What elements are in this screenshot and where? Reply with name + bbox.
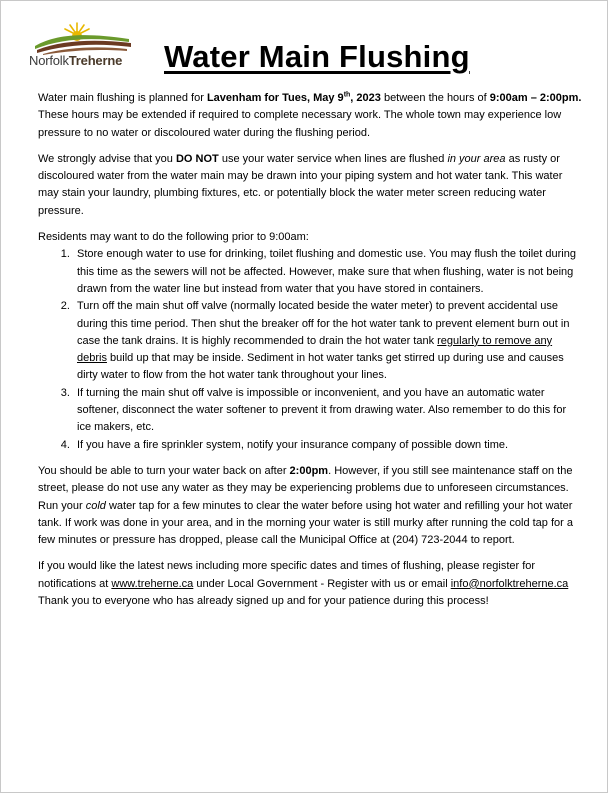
logo-emblem-icon <box>33 21 133 55</box>
paragraph-schedule: Water main flushing is planned for Lavenham for Tues, May 9th, 2023 between the hours of 9:00am – 2:00pm. These hours may be extended if required to complete necessary work. The whole town may experience low pressure to no water or discoloured water during the flushing period. <box>38 91 582 139</box>
page-title: Water Main Flushing <box>164 39 470 74</box>
treherne-website-link[interactable]: www.treherne.ca <box>111 577 194 590</box>
location-date: Lavenham for Tues, May 9 <box>206 92 344 104</box>
time-range: 9:00am – 2:00pm. <box>489 92 582 104</box>
email-link[interactable]: info@norfolktreherne.ca <box>450 577 569 590</box>
paragraph-list-intro: Residents may want to do the following prior to 9:00am: <box>38 231 309 244</box>
logo-wordmark <box>29 53 122 68</box>
paragraph-advisory: We strongly advise that you DO NOT use your water service when lines are flushed in your area as rusty or discoloured water from the water main may be drawn into your piping system and hot water tank. This water may stain your laundry, plumbing fixtures, etc. or potentially block the water meter screen reducing water pressure. <box>38 152 563 217</box>
list-item: 3. If turning the main shut off valve is impossible or inconvenient, and you have an automatic water softener, disconnect the water softener to prevent it from drawing water. Also remember to do this for ice makers, etc. <box>73 385 583 437</box>
list-item: 4. If you have a fire sprinkler system, notify your insurance company of possible down time. <box>73 437 583 454</box>
paragraph-after-flushing: You should be able to turn your water back on after 2:00pm. However, if you still see maintenance staff on the street, please do not use any water as they may be experiencing problems due to unforeseen circumstances. Run your cold water tap for a few minutes to clear the water before using hot water and refilling your hot water tank. If work was done in your area, and in the morning your water is still murky after running the cold tap for a few minutes or pressure has dropped, please call the Municipal Office at (204) 723-2044 to report. <box>38 464 573 547</box>
list-item: 2. Turn off the main shut off valve (normally located beside the water meter) to prevent accidental use during this time period. Then shut the breaker off for the hot water tank to prevent element burn out in case the tank drains. It is highly recommended to drain the hot water tank regularly to remove any debris build up that may be inside. Sediment in hot water tanks get stirred up during use and causes dirty water to flow from the hot water tank throughout your lines. <box>73 298 583 384</box>
list-item: 1. Store enough water to use for drinking, toilet flushing and domestic use. You may flush the toilet during this time as the sewers will not be affected. However, make sure that when flushing, water is not being drawn from the water line but instead from water that you have stored in containers. <box>73 246 583 298</box>
preparation-list <box>38 246 583 454</box>
logo-word-treherne: Treherne <box>68 53 123 68</box>
paragraph-notifications: If you would like the latest news including more specific dates and times of flushing, please register for notifications at www.treherne.ca under Local Government - Register with us or email info@norfolktreherne.ca Thank you to everyone who has already signed up and for your patience during this process! <box>38 560 569 608</box>
document-body <box>38 90 583 619</box>
logo-word-norfolk: Norfolk <box>29 53 69 68</box>
norfolk-treherne-logo <box>27 21 139 73</box>
